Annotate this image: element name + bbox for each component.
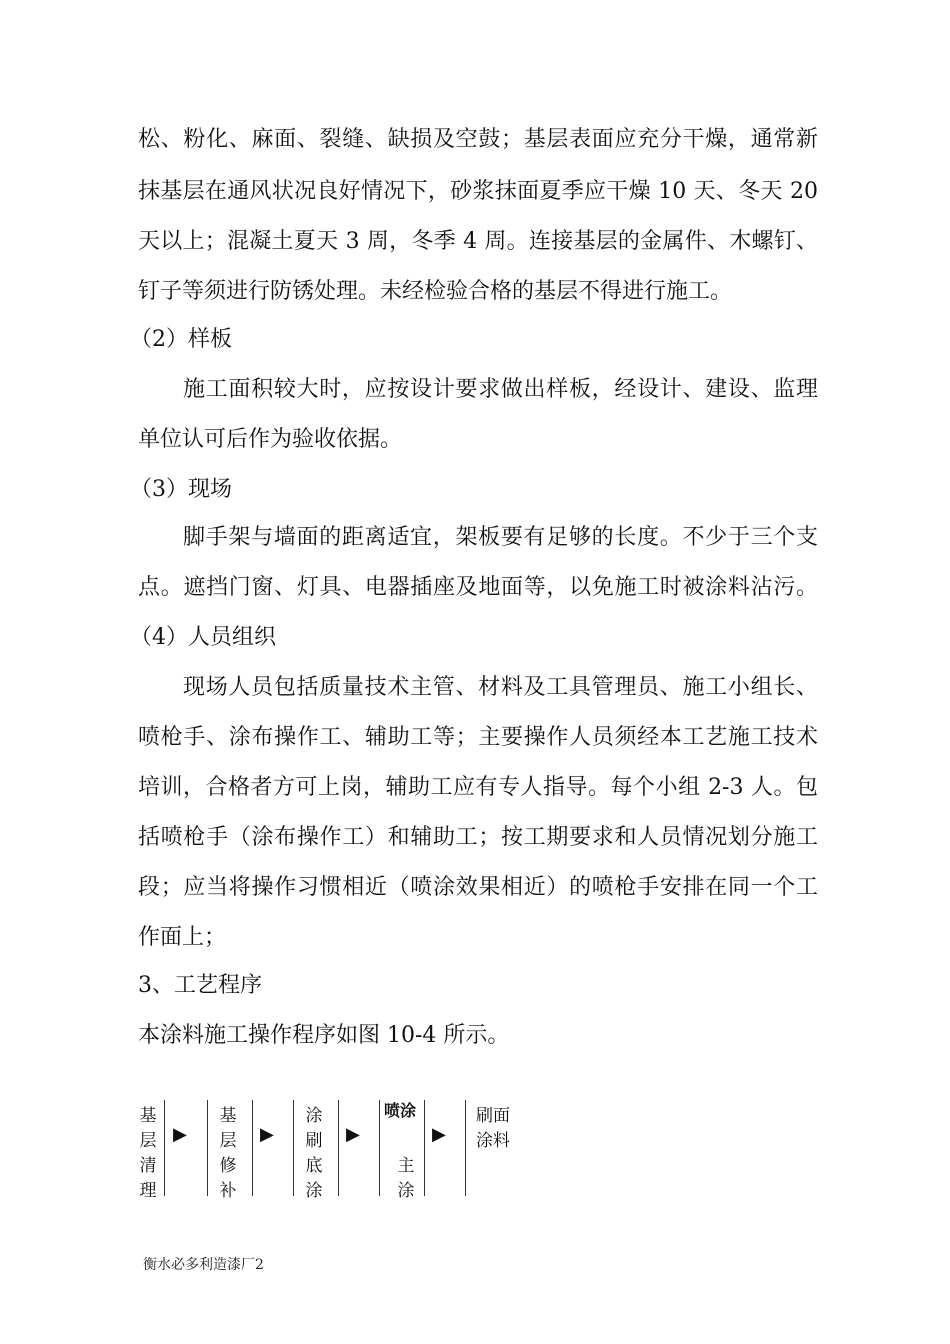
flow-arrow-icon: ▶ [173,1124,187,1145]
body-line: 钉子等须进行防锈处理。未经检验合格的基层不得进行施工。 [138,279,733,304]
body-line: 喷枪手、涂布操作工、辅助工等；主要操作人员须经本工艺施工技术 [138,725,818,750]
body-line: 松、粉化、麻面、裂缝、缺损及空鼓；基层表面应充分干燥，通常新 [138,127,818,152]
section-heading: 3、工艺程序 [138,973,262,998]
flow-step-label: 主涂 [397,1156,415,1201]
subheading-site: （3）现场 [130,477,232,502]
flow-divider [207,1100,208,1196]
flow-step-top-coat [466,1100,510,1196]
flow-arrow-icon: ▶ [260,1124,274,1145]
flow-divider [164,1100,165,1196]
body-line: 作面上； [138,925,227,950]
figure-intro: 本涂料施工操作程序如图 10-4 所示。 [138,1023,510,1048]
body-line: 施工面积较大时，应按设计要求做出样板，经设计、建设、监理 [183,377,818,402]
flow-step-base-cleaning [132,1100,165,1201]
flow-arrow-icon: ▶ [432,1124,446,1145]
body-line: 括喷枪手（涂布操作工）和辅助工；按工期要求和人员情况划分施工 [138,825,818,850]
flow-step-label: 基层修补 [219,1106,237,1201]
body-line: 天以上；混凝土夏天 3 周，冬季 4 周。连接基层的金属件、木螺钉、 [138,229,818,254]
flow-divider [465,1100,466,1196]
flow-step-base-repair [208,1100,253,1201]
body-line: 脚手架与墙面的距离适宜，架板要有足够的长度。不少于三个支 [183,525,818,550]
subheading-sample: （2）样板 [130,327,232,352]
flow-step-label: 刷面涂料 [476,1106,510,1151]
flow-divider [293,1100,294,1196]
flow-divider [379,1100,380,1196]
process-flow-diagram [132,1100,532,1200]
flow-step-label: 基层清理 [139,1106,157,1201]
body-line: 现场人员包括质量技术主管、材料及工具管理员、施工小组长、 [183,675,818,700]
flow-spray-label: 喷涂 [384,1101,417,1120]
page-footer: 衡水必多利造漆厂2 [143,1257,264,1273]
body-line: 抹基层在通风状况良好情况下，砂浆抹面夏季应干燥 10 天、冬天 20 [138,179,818,204]
body-line: 单位认可后作为验收依据。 [138,427,403,452]
body-line: 培训，合格者方可上岗，辅助工应有专人指导。每个小组 2-3 人。包 [138,775,818,800]
flow-step-primer [294,1100,339,1201]
body-line: 点。遮挡门窗、灯具、电器插座及地面等，以免施工时被涂料沾污。 [138,575,818,600]
flow-arrow-icon: ▶ [346,1124,360,1145]
subheading-staff: （4）人员组织 [130,625,276,650]
flow-step-label: 涂刷底涂 [305,1106,323,1201]
body-line: 段；应当将操作习惯相近（喷涂效果相近）的喷枪手安排在同一个工 [138,875,818,900]
